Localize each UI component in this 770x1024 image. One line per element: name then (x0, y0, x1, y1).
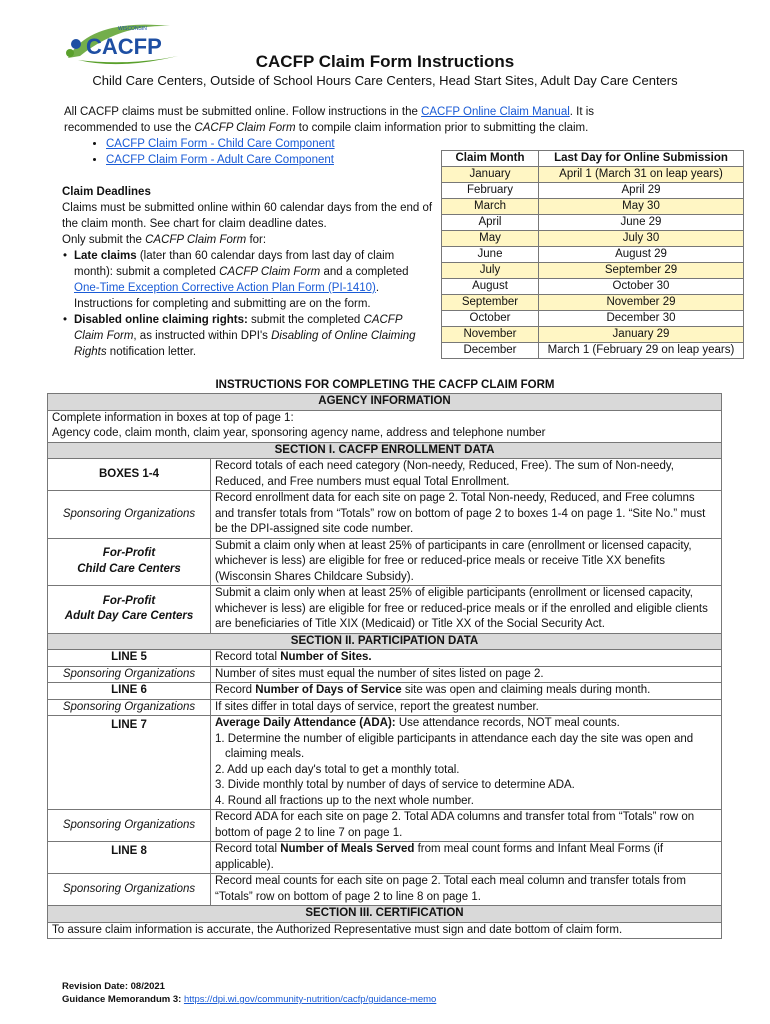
revision-date: Revision Date: 08/2021 (62, 981, 165, 992)
table-row: April June 29 (442, 215, 744, 231)
for-profit-adult-label: For-Profit Adult Day Care Centers (48, 586, 211, 634)
for-profit-adult-text: Submit a claim only when at least 25% of eligible participants (enrollment or licensed capacity, whichever is less) are eligible for free or reduced-price meals or if the enrolled and eligible clients are beneficiaries of Title XIX (Medicaid) or Title XX of the Social Security Act. (211, 586, 722, 634)
instructions-table (47, 393, 722, 939)
section-1-header: SECTION I. CACFP ENROLLMENT DATA (48, 442, 722, 459)
sponsoring-orgs-label: Sponsoring Organizations (48, 874, 211, 906)
table-header-row (442, 151, 744, 167)
table-row: December March 1 (February 29 on leap years) (442, 343, 744, 359)
line-8-label: LINE 8 (48, 842, 211, 874)
deadline-paragraph: Claims must be submitted online within 60 calendar days from the end of the claim month. See chart for claim deadline dates. (62, 202, 433, 230)
footer (62, 980, 436, 1006)
table-row: March May 30 (442, 199, 744, 215)
child-care-form-link[interactable]: CACFP Claim Form - Child Care Component (106, 138, 335, 150)
agency-info-header: AGENCY INFORMATION (48, 394, 722, 411)
sponsoring-orgs-label: Sponsoring Organizations (48, 491, 211, 539)
adult-care-form-link[interactable]: CACFP Claim Form - Adult Care Component (106, 154, 334, 166)
for-profit-child-text: Submit a claim only when at least 25% of participants in care (enrollment or licensed capacity, whichever is less) are eligible for free or reduced-price meals or receive Title XX benefits (Wisconsin Shares Childcare Subsidy). (211, 538, 722, 586)
intro-paragraph: All CACFP claims must be submitted online. Follow instructions in the CACFP Online Claim Manual. It is recommended to use the CACFP Claim Form to compile claim information prior to submitting the claim. • CACFP Claim Form - Child Care Component • CACFP Claim Form - Adult Care Component (64, 104, 664, 168)
sponsoring-orgs-label: Sponsoring Organizations (48, 699, 211, 716)
boxes-1-4-label: BOXES 1-4 (48, 459, 211, 491)
guidance-memo-line: Guidance Memorandum 3: https://dpi.wi.gov/community-nutrition/cacfp/guidance-memo (62, 994, 437, 1005)
for-profit-child-label: For-Profit Child Care Centers (48, 538, 211, 586)
sponsoring-orgs-label: Sponsoring Organizations (48, 666, 211, 683)
page-subtitle: Child Care Centers, Outside of School Hours Care Centers, Head Start Sites, Adult Day Care Centers (92, 73, 678, 88)
header-claim-month: Claim Month (442, 151, 539, 167)
header-last-day: Last Day for Online Submission (539, 151, 744, 167)
submit-only-line: Only submit the CACFP Claim Form for: (62, 234, 267, 246)
sponsoring-orgs-label: Sponsoring Organizations (48, 810, 211, 842)
table-row: January April 1 (March 31 on leap years) (442, 167, 744, 183)
line-6-text: Record Number of Days of Service site was open and claiming meals during month. (211, 683, 722, 700)
line-7-label: LINE 7 (48, 716, 211, 810)
line-6-sponsoring-text: If sites differ in total days of service, report the greatest number. (211, 699, 722, 716)
table-row: July September 29 (442, 263, 744, 279)
guidance-memo-link[interactable]: https://dpi.wi.gov/community-nutrition/cacfp/guidance-memo (183, 994, 437, 1005)
certification-text: To assure claim information is accurate, the Authorized Representative must sign and date bottom of claim form. (48, 922, 722, 939)
table-row: October December 30 (442, 311, 744, 327)
sponsoring-enrollment-text: Record enrollment data for each site on page 2. Total Non-needy, Reduced, and Free columns and transfer totals from “Totals” row on bottom of page 2 to boxes 1-4 on page 1. “Site No.” must be the DPI-assigned site code number. (211, 491, 722, 539)
svg-text:WISCONSIN: WISCONSIN (118, 26, 147, 32)
agency-info-text: Complete information in boxes at top of page 1: Agency code, claim month, claim year, sponsoring agency name, address and telephone number (48, 410, 722, 442)
section-2-header: SECTION II. PARTICIPATION DATA (48, 633, 722, 650)
line-8-text: Record total Number of Meals Served from meal count forms and Infant Meal Forms (if applicable). (211, 842, 722, 874)
svg-text:CACFP: CACFP (86, 34, 162, 59)
table-row: June August 29 (442, 247, 744, 263)
claim-deadlines-section (62, 184, 434, 360)
line-5-label: LINE 5 (48, 650, 211, 667)
table-row: February April 29 (442, 183, 744, 199)
table-row: September November 29 (442, 295, 744, 311)
table-row: August October 30 (442, 279, 744, 295)
deadline-table (441, 150, 744, 359)
page-title: CACFP Claim Form Instructions (255, 52, 515, 71)
line-5-text: Record total Number of Sites. (211, 650, 722, 667)
pi-1410-link[interactable]: One-Time Exception Corrective Action Plan Form (PI-1410) (74, 282, 376, 294)
online-claim-manual-link[interactable]: CACFP Online Claim Manual (421, 106, 570, 118)
table-row: November January 29 (442, 327, 744, 343)
disabled-claiming-item: • Disabled online claiming rights: submit the completed CACFP Claim Form, as instructed within DPI's Disabling of Online Claiming Rights notification letter. (74, 312, 434, 360)
claim-deadlines-heading: Claim Deadlines (62, 186, 151, 198)
late-claims-item: • Late claims (later than 60 calendar days from last day of claim month): submit a completed CACFP Claim Form and a completed One-Time Exception Corrective Action Plan Form (PI-1410). Instructions for completing and submitting are on the form. (74, 248, 434, 312)
line-7-text: Average Daily Attendance (ADA): Use attendance records, NOT meal counts. 1. Determine the number of eligible participants in attendance each day the site was open and claiming meals. 2. Add up each day's total to get a monthly total. 3. Divide monthly total by number of days of service to determine ADA. 4. Round all fractions up to the next whole number. (211, 716, 722, 810)
boxes-1-4-text: Record totals of each need category (Non-needy, Reduced, Free). The sum of Non-needy, Reduced, and Free numbers must equal Total Enrollment. (211, 459, 722, 491)
section-3-header: SECTION III. CERTIFICATION (48, 906, 722, 923)
line-7-sponsoring-text: Record ADA for each site on page 2. Total ADA columns and transfer total from “Totals” row on bottom of page 2 to line 7 on page 1. (211, 810, 722, 842)
instructions-title: INSTRUCTIONS FOR COMPLETING THE CACFP CLAIM FORM (215, 379, 555, 391)
table-row: May July 30 (442, 231, 744, 247)
line-6-label: LINE 6 (48, 683, 211, 700)
line-8-sponsoring-text: Record meal counts for each site on page 2. Total each meal column and transfer totals from “Totals” row on bottom of page 2 to line 8 on page 1. (211, 874, 722, 906)
line-5-sponsoring-text: Number of sites must equal the number of sites listed on page 2. (211, 666, 722, 683)
